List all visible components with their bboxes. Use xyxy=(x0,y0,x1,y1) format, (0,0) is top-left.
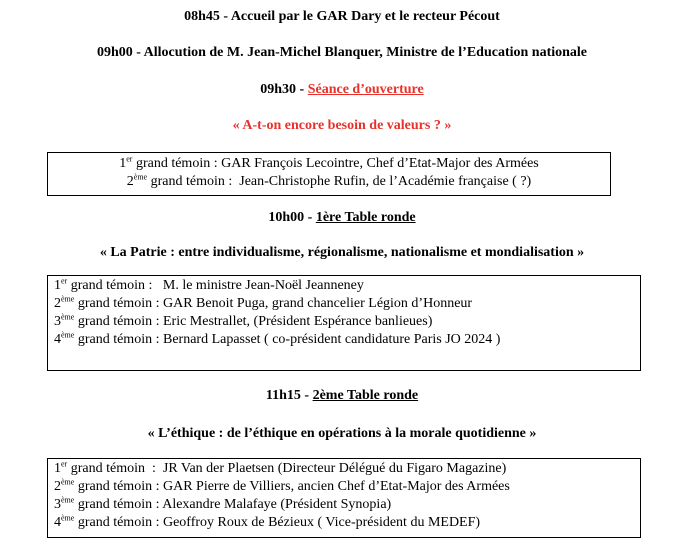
opening-witness-box xyxy=(47,152,611,196)
round2-witness-2: 2ème grand témoin : GAR Pierre de Villiers, ancien Chef d’Etat-Major des Armées xyxy=(54,477,510,494)
round1-theme: « La Patrie : entre individualisme, régionalisme, nationalisme et mondialisation » xyxy=(99,245,585,260)
round1-time: 10h00 - xyxy=(268,210,316,225)
round2-witness-box xyxy=(47,458,641,538)
opening-witness-2: 2ème grand témoin : Jean-Christophe Rufin, de l’Académie française ( ?) xyxy=(126,172,532,189)
round1-heading xyxy=(0,210,684,226)
schedule-line-speech: 09h00 - Allocution de M. Jean-Michel Blanquer, Ministre de l’Education nationale xyxy=(96,45,588,60)
round1-witness-4: 4ème grand témoin : Bernard Lapasset ( co-président candidature Paris JO 2024 ) xyxy=(54,330,501,347)
schedule-line-welcome: 08h45 - Accueil par le GAR Dary et le recteur Pécout xyxy=(184,9,500,24)
round1-title: 1ère Table ronde xyxy=(315,210,416,225)
opening-time: 09h30 - xyxy=(260,82,308,97)
round1-witness-1: 1er grand témoin : M. le ministre Jean-Noël Jeanneney xyxy=(54,276,364,293)
round2-witness-1: 1er grand témoin : JR Van der Plaetsen (Directeur Délégué du Figaro Magazine) xyxy=(54,459,507,476)
round2-witness-3: 3ème grand témoin : Alexandre Malafaye (Président Synopia) xyxy=(54,495,392,512)
schedule-line-opening xyxy=(0,82,684,98)
round2-title: 2ème Table ronde xyxy=(312,388,419,403)
round1-witness-box xyxy=(47,275,641,371)
round2-witness-4: 4ème grand témoin : Geoffroy Roux de Bézieux ( Vice-président du MEDEF) xyxy=(54,513,481,530)
opening-theme: « A-t-on encore besoin de valeurs ? » xyxy=(232,118,452,133)
round2-theme: « L’éthique : de l’éthique en opérations à la morale quotidienne » xyxy=(147,426,537,441)
round2-time: 11h15 - xyxy=(265,388,313,403)
round1-witness-3: 3ème grand témoin : Eric Mestrallet, (Président Espérance banlieues) xyxy=(54,312,433,329)
round1-witness-2: 2ème grand témoin : GAR Benoit Puga, grand chancelier Légion d’Honneur xyxy=(54,294,473,311)
opening-title: Séance d’ouverture xyxy=(307,82,424,97)
round2-heading xyxy=(0,388,684,404)
opening-witness-1: 1er grand témoin : GAR François Lecointre, Chef d’Etat-Major des Armées xyxy=(119,154,539,171)
